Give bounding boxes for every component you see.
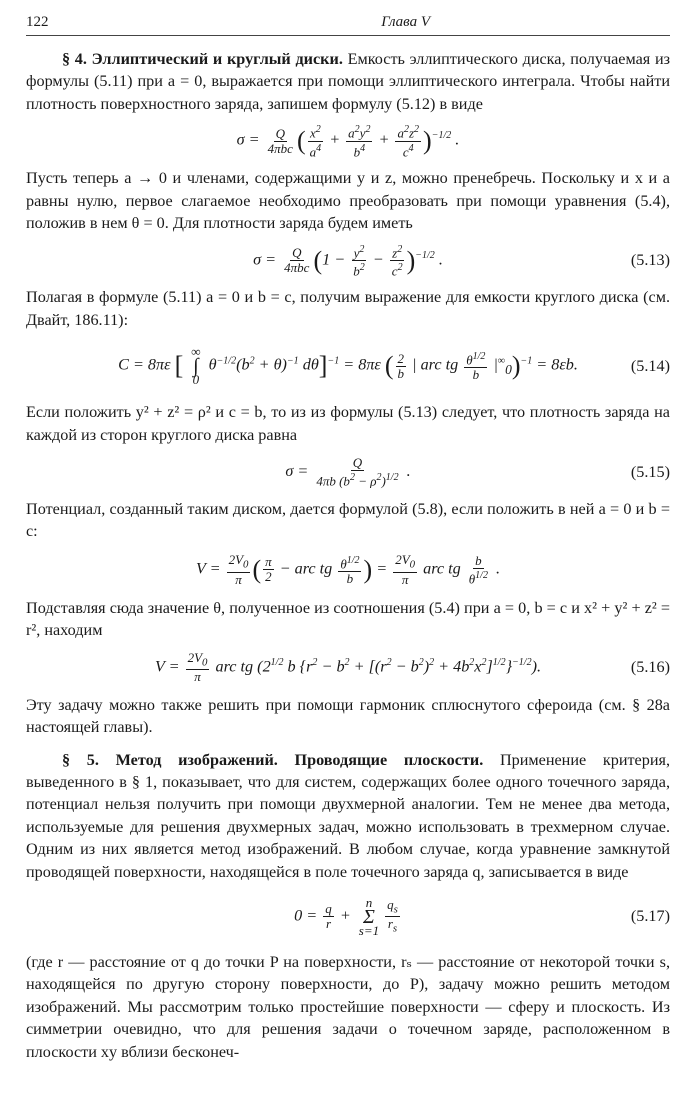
eq-number-5-13: (5.13) bbox=[630, 250, 670, 269]
s5-p1-text: Применение критерия, выведенного в § 1, показывает, что для систем, содержащих более одного точечного заряда, потенциал нельзя получить при помощи двухмерной аналогии. Тем не менее два метода, используемые для решения двухмерных задач, можно использовать в трехмерном случае. Одним из них является метод изображений. В любом случае, когда уравнение замкнутой проводящей поверхности, находящейся в поле точечного заряда q, записывается в виде bbox=[26, 750, 670, 881]
page-header bbox=[26, 14, 670, 36]
eq-number-5-17: (5.17) bbox=[630, 907, 670, 926]
equation-5-15: σ = $\frac{Q}{4\pi b (b^2 - \rho^2)^{1/2}}$ . (5.15) bbox=[285, 454, 670, 489]
s4-paragraph-5: Потенциал, созданный таким диском, дается формулой (5.8), если положить в ней a = 0 и b = c: bbox=[26, 500, 670, 541]
s4-paragraph-4: Если положить y² + z² = ρ² и c = b, то из из формулы (5.13) следует, что плотность заряда на каждой из сторон круглого диска равна bbox=[26, 403, 670, 444]
s4-paragraph-2: Пусть теперь a → 0 и членами, содержащими y и z, можно пренебречь. Поскольку и x и a равны нулю, первое слагаемое необходимо преобразовать при помощи уравнения (5.4), положив в нем θ = 0. Для плотности заряда будем иметь bbox=[26, 169, 670, 233]
equation-5-17: 0 = $\frac{q}{r}$ + n Σ s=1 $\frac{q_s}{r_s}$ (5.17) bbox=[294, 894, 670, 938]
s5-paragraph-1 bbox=[26, 749, 670, 883]
equation-5-16: V = $\frac{2V_0}{\pi}$ arc tg ($2^{1/2}$ b $\{r^2 - b^2 + [(r^2 - b^2)^2 + 4b^2x^2]^{1/2}\}^{-1/2}$). (5.16) bbox=[154, 649, 670, 685]
eq-number-5-14: (5.14) bbox=[630, 356, 670, 375]
eq-number-5-15: (5.15) bbox=[630, 462, 670, 481]
chapter-title: Глава V bbox=[381, 14, 430, 30]
section-5-title: § 5. Метод изображений. Проводящие плоскости. bbox=[62, 750, 484, 769]
s4-paragraph-1 bbox=[26, 48, 670, 115]
equation-potential-disk: V = $\frac{2V_0}{\pi}$ ( $\frac{\pi}{2}$ − arc tg $\frac{\theta^{1/2}}{b}$ ) = $\frac{2V_0}{\pi}$ arc tg $\frac{b}{\theta^{1/2}}$ . bbox=[195, 552, 501, 587]
s5-paragraph-2: (где r — расстояние от q до точки P на поверхности, rₛ — расстояние от некоторой точки s, находящейся по другую сторону поверхности, до P), задачу можно решить методом изображений. Мы рассмотрим только простейшие поверхности — сферу и плоскость. Из симметрии очевидно, что для решения задачи о точечном заряде, расположенном в плоскости xy вблизи бесконеч- bbox=[26, 952, 670, 1061]
s4-p1-text: Емкость эллиптического диска, получаемая из формулы (5.11) при a = 0, выражается при помощи эллиптического интеграла. Чтобы найти плотность поверхностного заряда, запишем формулу (5.12) в виде bbox=[26, 50, 671, 113]
eq-number-5-16: (5.16) bbox=[630, 658, 670, 677]
s4-paragraph-6: Подставляя сюда значение θ, полученное из соотношения (5.4) при a = 0, b = c и x² + y² + z² = r², находим bbox=[26, 598, 670, 640]
s4-paragraph-3: Полагая в формуле (5.11) a = 0 и b = c, получим выражение для емкости круглого диска (см. Двайт, 186.11): bbox=[26, 288, 670, 329]
equation-5-14: C = 8πε [ ∞ ∫ 0 $\theta^{-1/2}(b^2 + \theta)^{-1}$ dθ]$^{-1}$ = 8πε ( $\frac{2}{b}$ | arc tg $\frac{\theta^{1/2}}{b}$ $|^\infty_0)^{-1} = 8\varepsilon b$. (5.14) bbox=[118, 344, 670, 388]
s4-paragraph-7: Эту задачу можно также решить при помощи гармоник сплюснутого сфероида (см. § 28а настоящей главы). bbox=[26, 695, 670, 737]
page-number: 122 bbox=[26, 14, 49, 30]
equation-sigma-ellipse: σ = $\frac{Q}{\text{4πbc}}$ ( $\frac{x^2}{a^4}$ + $\frac{a^2y^2}{b^4}$ + $\frac{a^2z^2}{c^4}$ )$^{-1/2}$ . bbox=[236, 124, 460, 160]
equation-5-13: σ = $\frac{Q}{\text{4πbc}}$ (1 − $\frac{y^2}{b^2}$ − $\frac{z^2}{c^2}$ )$^{-1/2}$ . (5.13) bbox=[253, 243, 670, 279]
section-4-title: § 4. Эллиптический и круглый диски. bbox=[62, 50, 343, 68]
